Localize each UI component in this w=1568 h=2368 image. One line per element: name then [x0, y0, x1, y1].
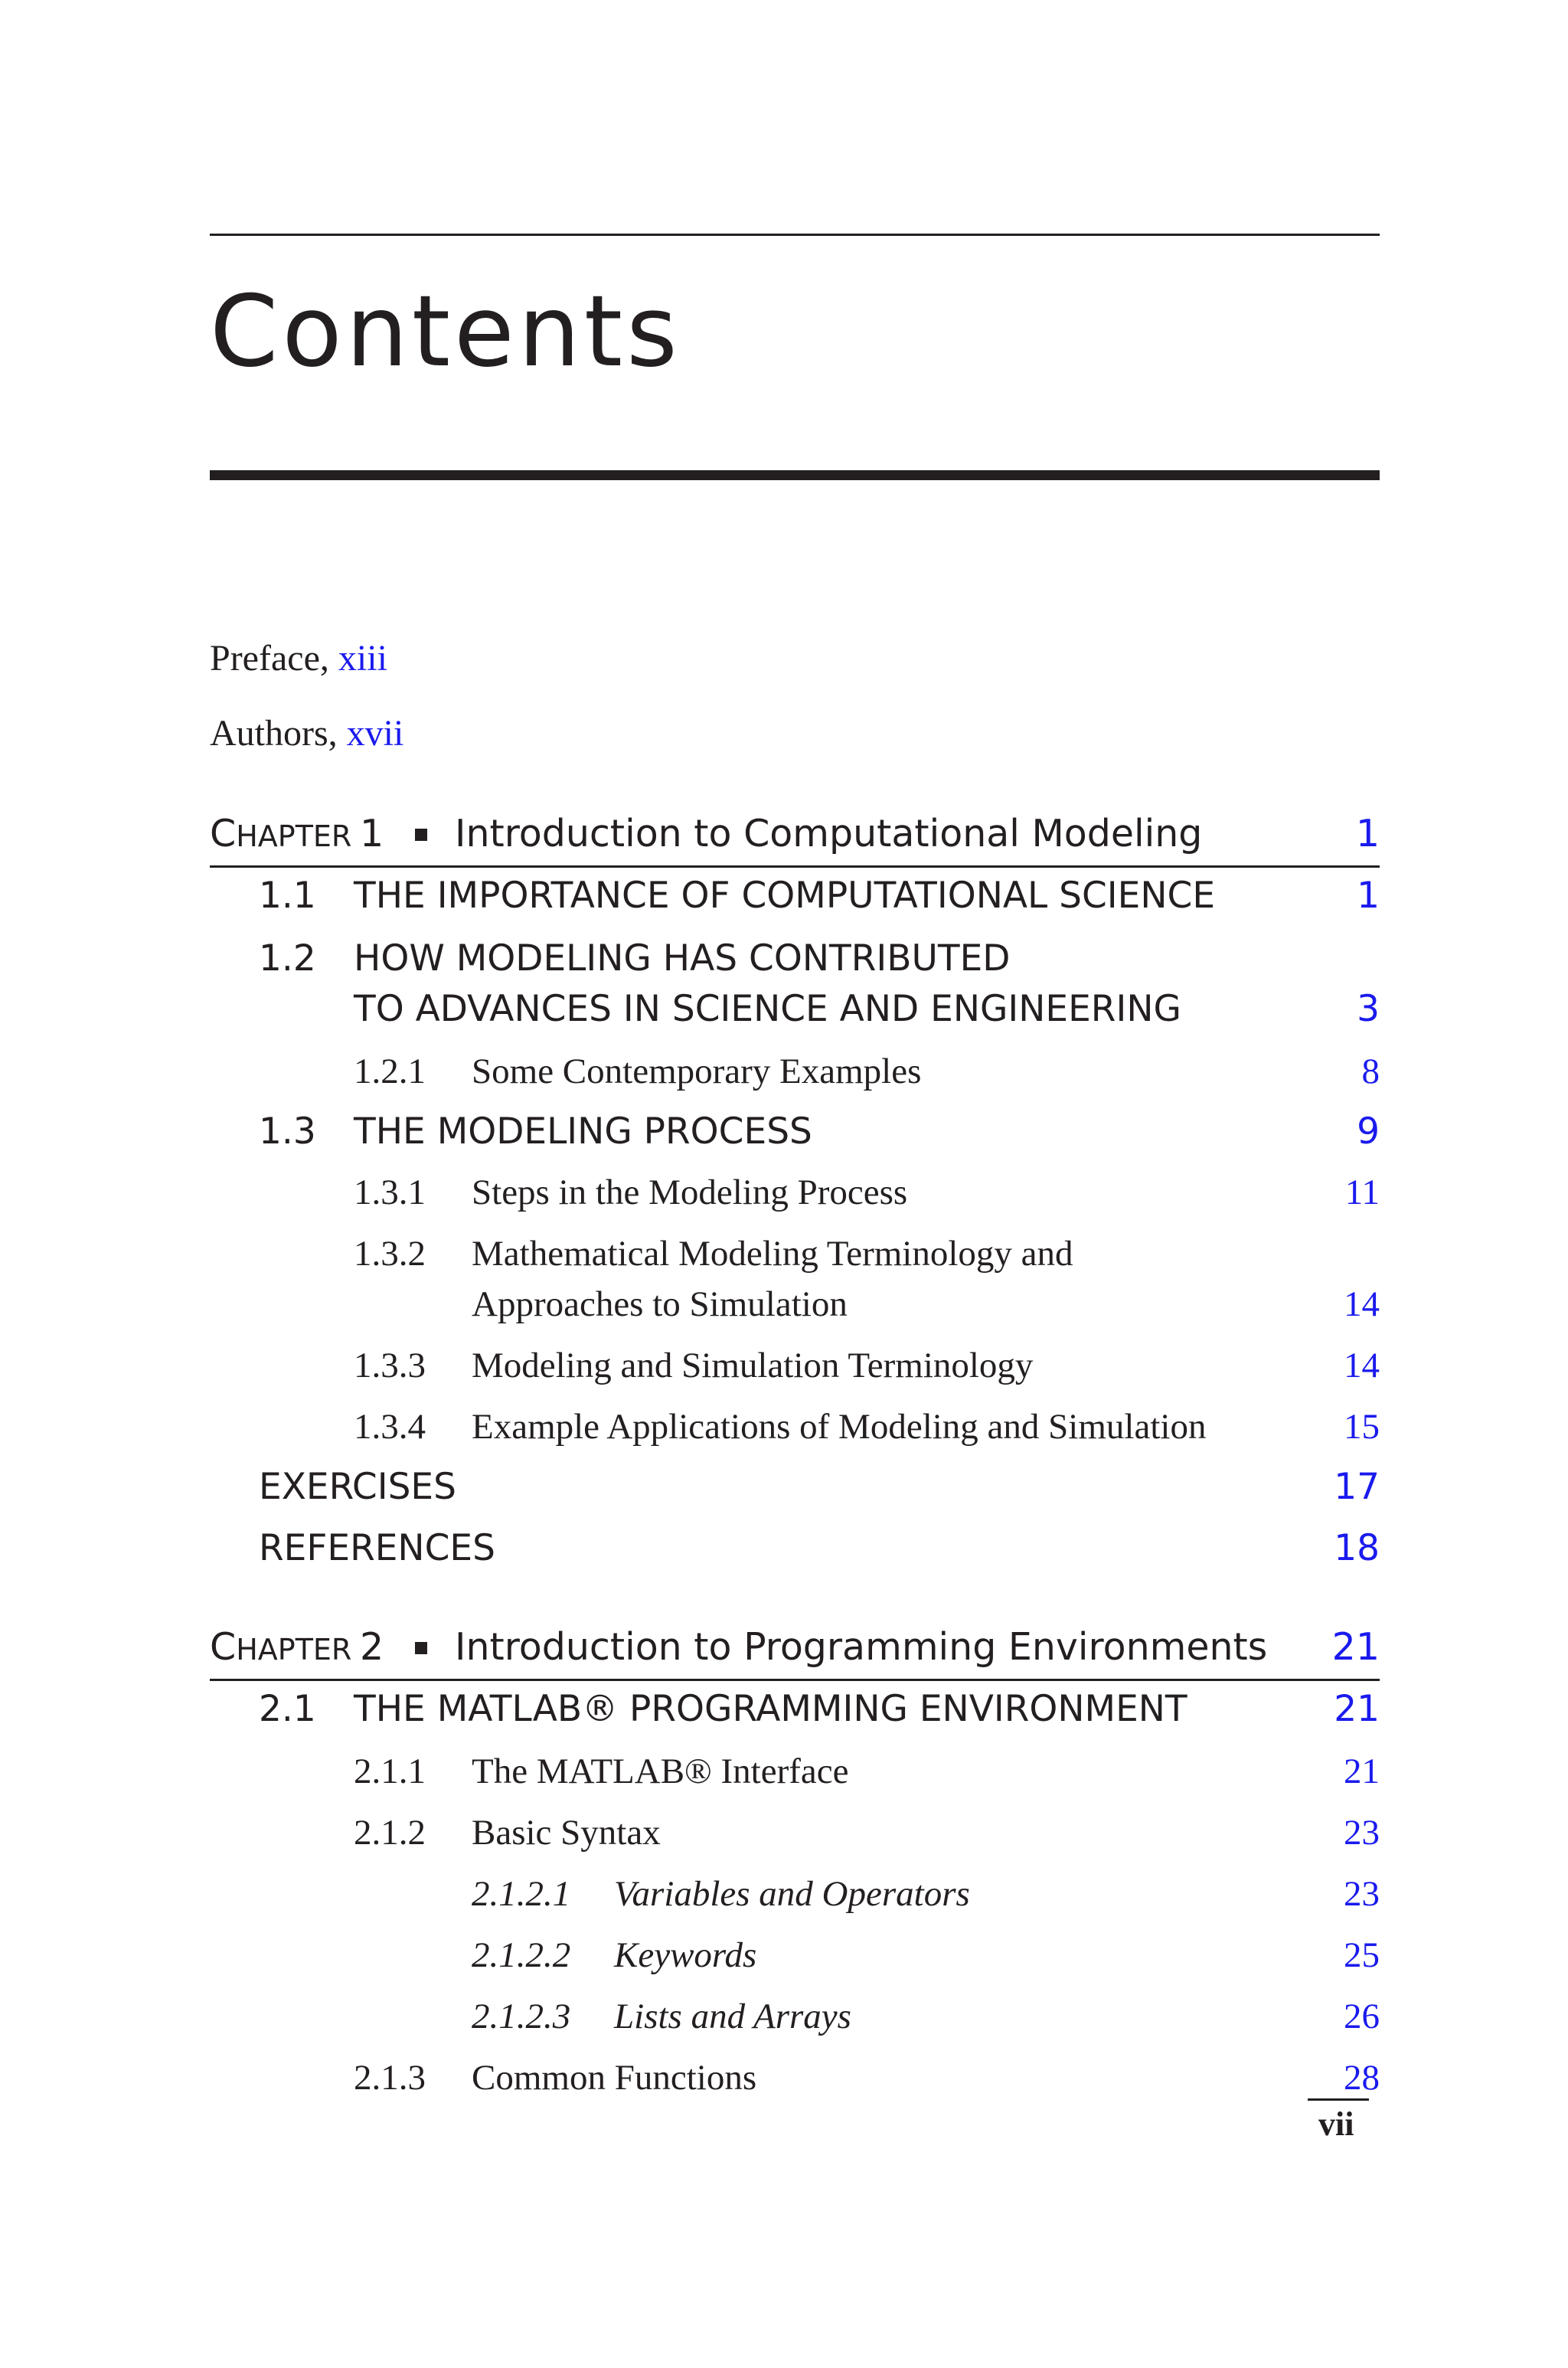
toc-entry-1-3-4[interactable] [210, 1406, 1380, 1461]
entry-title: The MATLAB® Interface [472, 1751, 849, 1791]
toc-entry-2-1-3[interactable] [210, 2057, 1380, 2112]
entry-number: 1.3.2 [354, 1234, 426, 1274]
toc-front-preface[interactable] [210, 637, 1380, 692]
entry-page-link[interactable]: 14 [1344, 1284, 1380, 1324]
page-number: vii [1318, 2105, 1354, 2143]
entry-page-link[interactable]: 9 [1357, 1110, 1380, 1153]
toc-front-authors[interactable] [210, 712, 1380, 767]
entry-number: 1.3.1 [354, 1173, 426, 1212]
entry-page-link[interactable]: 26 [1344, 1997, 1380, 2036]
entry-title-line-1: HOW MODELING HAS CONTRIBUTED [354, 937, 1011, 980]
footer-rule [1308, 2098, 1369, 2101]
toc-entry-1-2[interactable] [210, 937, 1380, 993]
entry-title-line-2: TO ADVANCES IN SCIENCE AND ENGINEERING [354, 988, 1181, 1030]
toc-entry-1-2-cont[interactable] [210, 988, 1380, 1043]
entry-title: Keywords [614, 1935, 757, 1975]
toc-page [210, 0, 1380, 2368]
toc-entry-exercises[interactable] [210, 1466, 1380, 1521]
entry-title: REFERENCES [259, 1527, 495, 1569]
entry-page-link[interactable]: 3 [1357, 988, 1380, 1030]
entry-number: 2.1.2.1 [472, 1874, 571, 1914]
toc-entry-references[interactable] [210, 1527, 1380, 1582]
front-label: Authors, [210, 713, 347, 754]
entry-title-line-2: Approaches to Simulation [472, 1284, 848, 1324]
toc-entry-2-1-2[interactable] [210, 1812, 1380, 1867]
toc-entry-1-3[interactable] [210, 1110, 1380, 1166]
toc-entry-1-3-3[interactable] [210, 1345, 1380, 1400]
entry-number: 1.2.1 [354, 1052, 426, 1091]
toc-entry-1-3-2[interactable] [210, 1233, 1380, 1288]
chapter-number: 1 [360, 812, 384, 855]
chapter-number: 2 [360, 1625, 384, 1669]
entry-number: 2.1.2.2 [472, 1935, 571, 1975]
front-page-link[interactable]: xiii [338, 638, 387, 679]
entry-number: 1.3.3 [354, 1346, 426, 1385]
top-rule [210, 234, 1380, 236]
entry-number: 2.1.1 [354, 1751, 426, 1791]
entry-page-link[interactable]: 23 [1344, 1813, 1380, 1853]
entry-page-link[interactable]: 11 [1344, 1173, 1380, 1212]
toc-entry-1-3-2-cont[interactable] [210, 1284, 1380, 1339]
entry-number: 1.3 [259, 1110, 316, 1153]
toc-chapter-1[interactable] [210, 812, 1380, 867]
toc-chapter-2[interactable] [210, 1625, 1380, 1680]
chapter-word: CHAPTER [210, 1625, 352, 1669]
entry-page-link[interactable]: 1 [1357, 875, 1380, 917]
entry-title: Steps in the Modeling Process [472, 1173, 908, 1212]
toc-entry-2-1-2-1[interactable] [210, 1873, 1380, 1928]
entry-page-link[interactable]: 14 [1344, 1346, 1380, 1385]
entry-page-link[interactable]: 23 [1344, 1874, 1380, 1914]
front-label: Preface, [210, 638, 338, 679]
entry-title: THE MATLAB® PROGRAMMING ENVIRONMENT [354, 1688, 1187, 1730]
entry-page-link[interactable]: 8 [1361, 1052, 1380, 1091]
entry-page-link[interactable]: 25 [1344, 1935, 1380, 1975]
toc-entry-1-3-1[interactable] [210, 1172, 1380, 1227]
entry-page-link[interactable]: 17 [1334, 1466, 1380, 1508]
entry-page-link[interactable]: 18 [1334, 1527, 1380, 1569]
entry-number: 2.1.3 [354, 2058, 426, 2098]
chapter-page-link[interactable]: 21 [1331, 1625, 1380, 1669]
entry-title: Some Contemporary Examples [472, 1052, 922, 1091]
toc-entry-2-1-2-2[interactable] [210, 1935, 1380, 1990]
entry-number: 1.1 [259, 875, 316, 917]
page-title: Contents [210, 275, 681, 389]
front-page-link[interactable]: xvii [346, 713, 404, 754]
entry-title: Example Applications of Modeling and Simulation [472, 1407, 1207, 1447]
entry-title: THE IMPORTANCE OF COMPUTATIONAL SCIENCE [354, 875, 1216, 917]
entry-title: Lists and Arrays [614, 1997, 851, 2036]
entry-number: 1.3.4 [354, 1407, 426, 1447]
entry-page-link[interactable]: 28 [1344, 2058, 1380, 2098]
entry-title-line-1: Mathematical Modeling Terminology and [472, 1234, 1073, 1274]
entry-title: THE MODELING PROCESS [354, 1110, 812, 1153]
toc-entry-2-1[interactable] [210, 1688, 1380, 1743]
chapter-title: Introduction to Computational Modeling [455, 812, 1203, 855]
entry-title: Common Functions [472, 2058, 757, 2098]
entry-number: 2.1.2 [354, 1813, 426, 1853]
toc-entry-1-1[interactable] [210, 875, 1380, 930]
chapter-word: CHAPTER [210, 812, 352, 855]
chapter-title: Introduction to Programming Environments [455, 1625, 1268, 1669]
toc-entry-2-1-2-3[interactable] [210, 1996, 1380, 2051]
entry-title: Basic Syntax [472, 1813, 661, 1853]
entry-number: 2.1.2.3 [472, 1997, 571, 2036]
toc-entry-1-2-1[interactable] [210, 1051, 1380, 1106]
entry-page-link[interactable]: 15 [1344, 1407, 1380, 1447]
chapter-rule [210, 865, 1380, 868]
entry-number: 1.2 [259, 937, 316, 980]
bullet-icon [415, 829, 427, 841]
title-underline [210, 470, 1380, 480]
chapter-page-link[interactable]: 1 [1355, 812, 1380, 855]
entry-title: EXERCISES [259, 1466, 456, 1508]
entry-number: 2.1 [259, 1688, 316, 1730]
chapter-rule [210, 1679, 1380, 1681]
toc-entry-2-1-1[interactable] [210, 1751, 1380, 1806]
bullet-icon [415, 1642, 427, 1654]
entry-title: Modeling and Simulation Terminology [472, 1346, 1034, 1385]
entry-title: Variables and Operators [614, 1874, 970, 1914]
entry-page-link[interactable]: 21 [1344, 1751, 1380, 1791]
entry-page-link[interactable]: 21 [1334, 1688, 1380, 1730]
